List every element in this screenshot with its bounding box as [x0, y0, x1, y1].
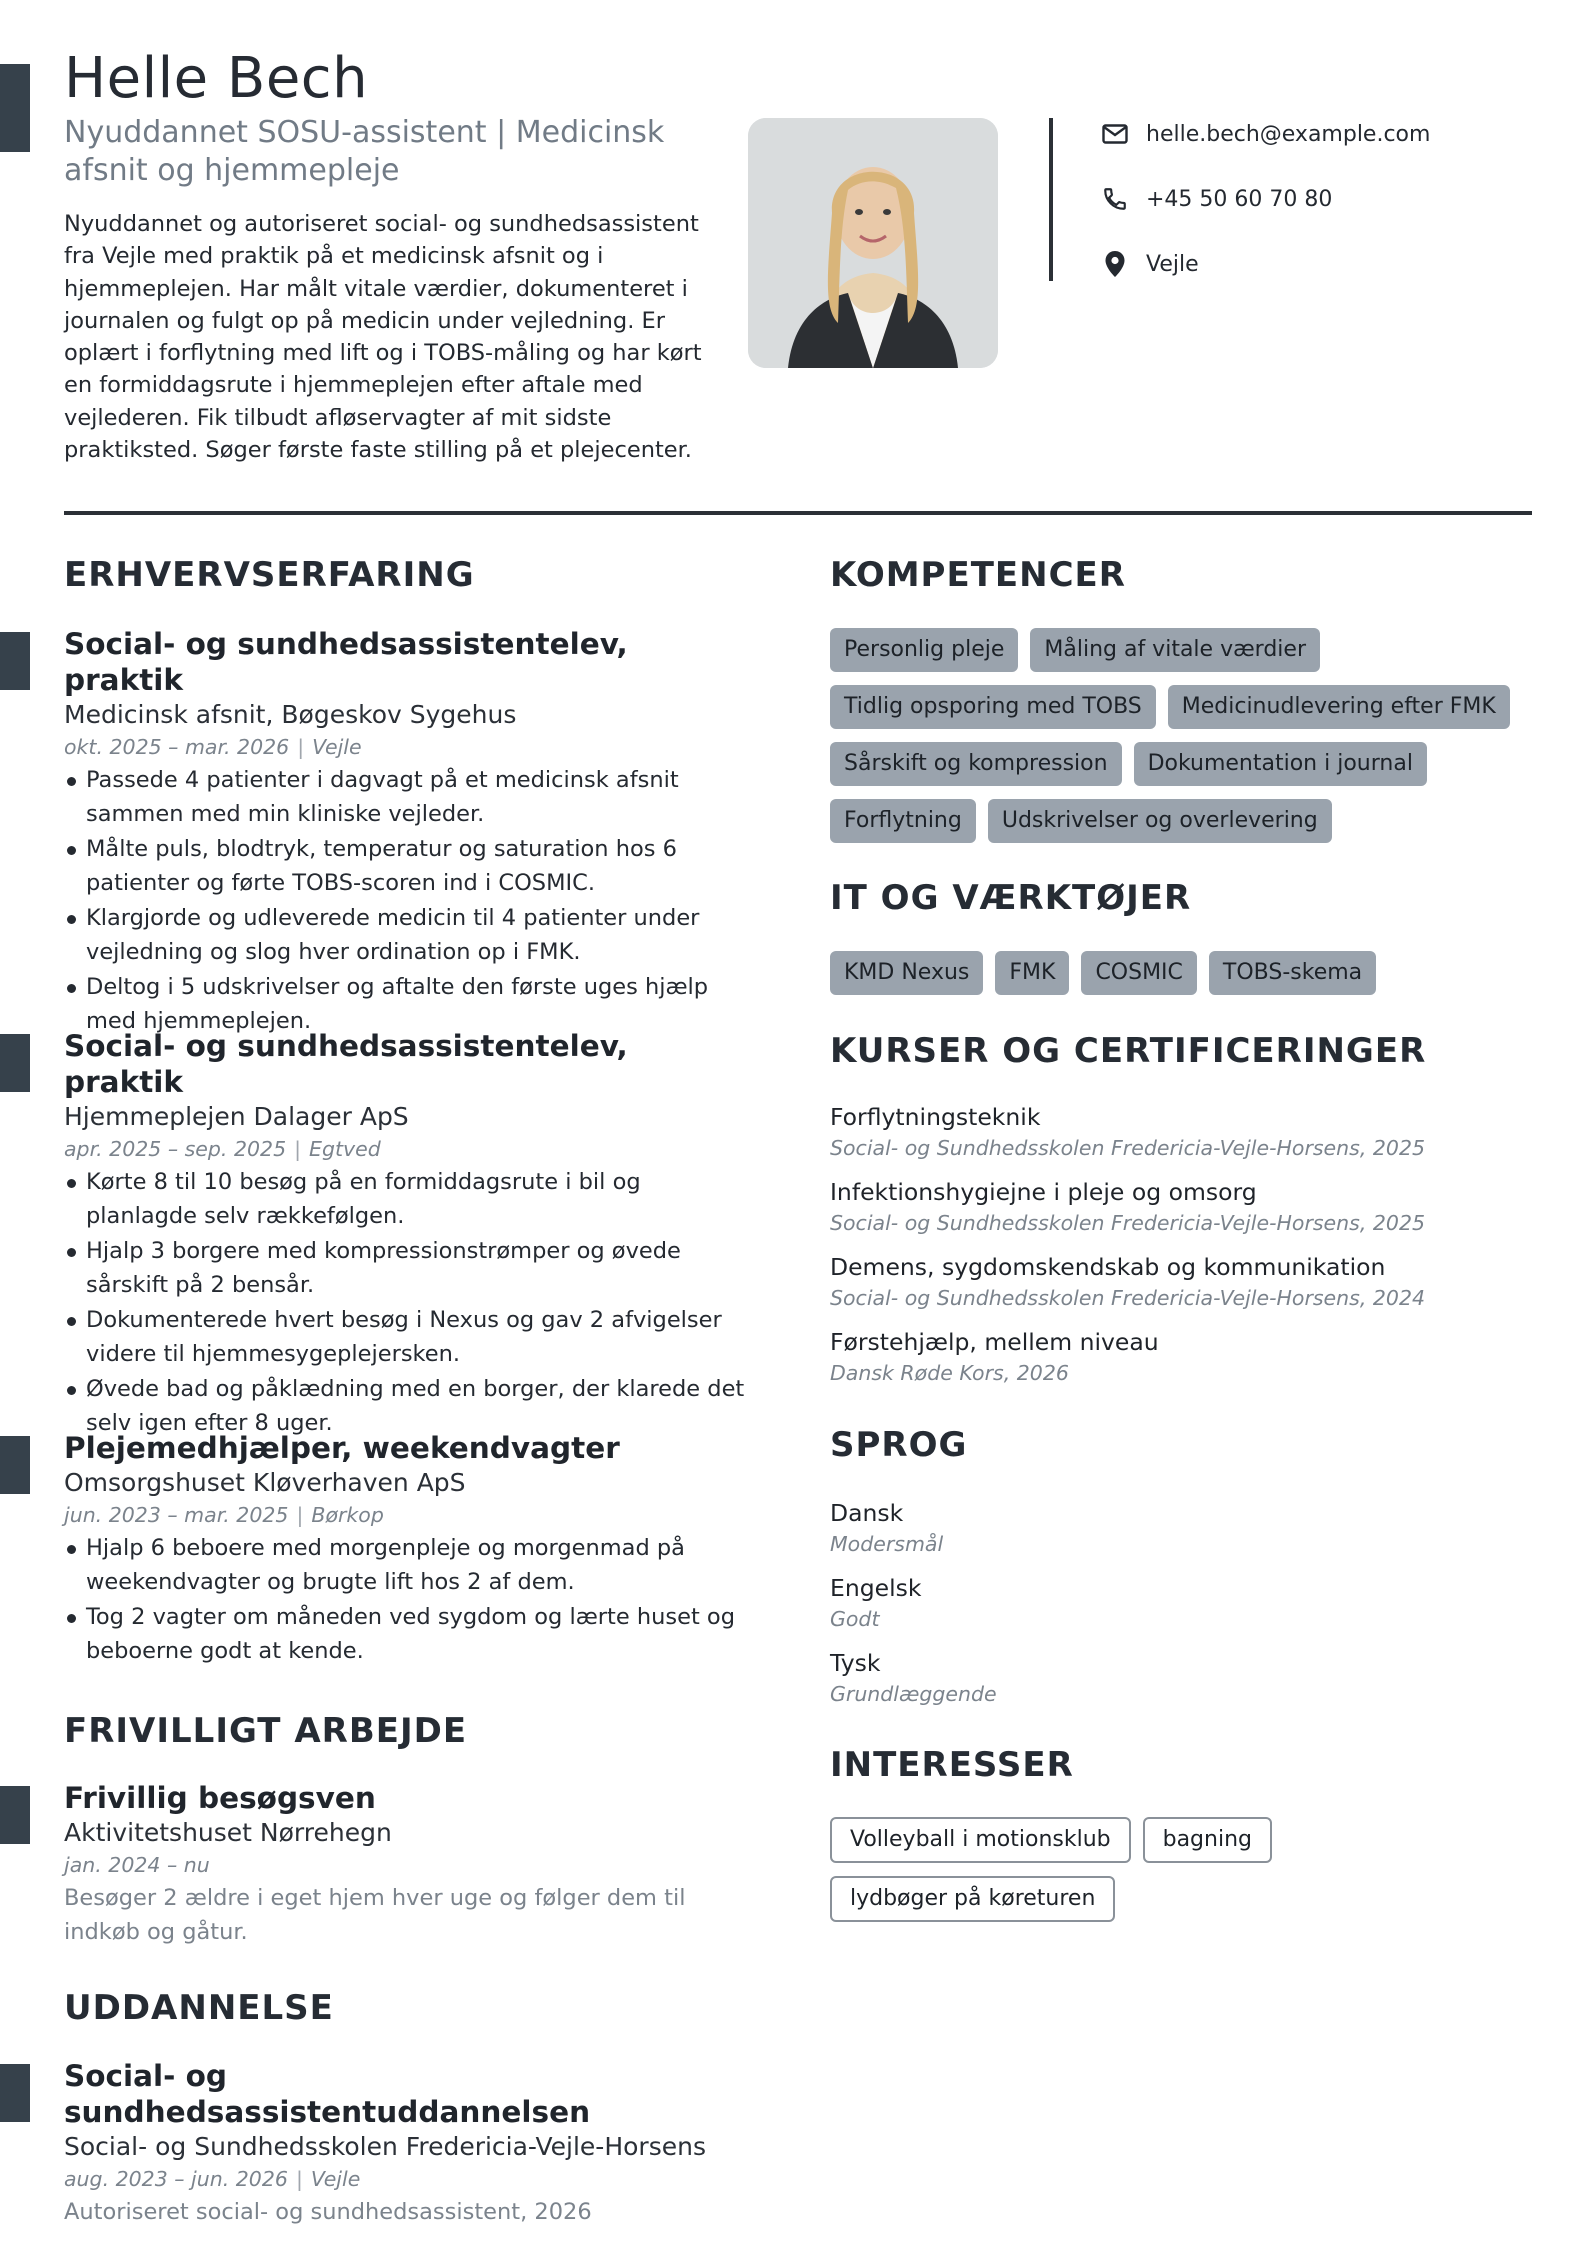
course-provider: Social- og Sundhedsskolen Fredericia-Vejle-Horsens, 2024 — [830, 1286, 1426, 1310]
contact-email[interactable] — [1100, 114, 1430, 154]
bullet-item: Hjalp 6 beboere med morgenpleje og morgenmad på weekendvagter og brugte lift hos 2 af dem. — [64, 1532, 754, 1599]
bullet-item: Passede 4 patienter i dagvagt på et medicinsk afsnit sammen med min kliniske vejleder. — [64, 764, 754, 831]
interest-tag: bagning — [1143, 1817, 1272, 1863]
job-title: Plejemedhjælper, weekendvagter — [64, 1431, 620, 1465]
phone-icon — [1100, 184, 1130, 214]
contact-divider — [1049, 118, 1053, 281]
job-bullets — [64, 764, 754, 1038]
school: Social- og Sundhedsskolen Fredericia-Vejle-Horsens — [64, 2132, 706, 2161]
employer: Hjemmeplejen Dalager ApS — [64, 1102, 409, 1131]
course-provider: Social- og Sundhedsskolen Fredericia-Vejle-Horsens, 2025 — [830, 1136, 1426, 1160]
interest-tag-row — [830, 1876, 1115, 1922]
phone-text: +45 50 60 70 80 — [1146, 186, 1333, 212]
skill-tag: Tidlig opsporing med TOBS — [830, 685, 1156, 729]
language-item — [830, 1572, 1530, 1634]
entry-marker — [0, 1436, 30, 1494]
location-text: Vejle — [1146, 251, 1199, 277]
language-item — [830, 1647, 1530, 1709]
job-place: Egtved — [309, 1137, 381, 1161]
bullet-item: Målte puls, blodtryk, temperatur og saturation hos 6 patienter og førte TOBS-scoren ind i COSMIC. — [64, 833, 754, 900]
job-dates: okt. 2025 – mar. 2026 — [64, 735, 290, 759]
education-description: Autoriseret social- og sundhedsassistent, 2026 — [64, 2199, 592, 2225]
skill-tag: Personlig pleje — [830, 628, 1018, 672]
job-place: Vejle — [312, 735, 362, 759]
section-heading-interests: INTERESSER — [830, 1745, 1074, 1785]
volunteer-title: Frivillig besøgsven — [64, 1781, 376, 1815]
language-item — [830, 1497, 1530, 1559]
language-name: Tysk — [830, 1649, 881, 1677]
experience-entry — [64, 1028, 754, 1442]
candidate-name: Helle Bech — [64, 46, 369, 111]
skill-tag: Måling af vitale værdier — [1030, 628, 1320, 672]
course-item — [830, 1101, 1530, 1163]
interest-tag: lydbøger på køreturen — [830, 1876, 1115, 1922]
section-heading-education: UDDANNELSE — [64, 1988, 334, 2028]
section-heading-languages: SPROG — [830, 1425, 968, 1465]
language-name: Engelsk — [830, 1574, 922, 1602]
section-heading-skills: KOMPETENCER — [830, 555, 1126, 595]
interest-tag: Volleyball i motionsklub — [830, 1817, 1131, 1863]
job-title: Social- og sundhedsassistentelev, praktik — [64, 1029, 628, 1099]
course-item — [830, 1326, 1530, 1388]
it-tag: COSMIC — [1081, 951, 1196, 995]
job-dates: apr. 2025 – sep. 2025 — [64, 1137, 287, 1161]
entry-marker — [0, 1034, 30, 1092]
job-bullets — [64, 1532, 754, 1668]
candidate-headline: Nyuddannet SOSU-assistent | Medicinsk afsnit og hjemmepleje — [64, 115, 665, 188]
volunteer-description: Besøger 2 ældre i eget hjem hver uge og følger dem til indkøb og gåtur. — [64, 1885, 686, 1945]
section-heading-courses: KURSER OG CERTIFICERINGER — [830, 1031, 1427, 1071]
job-meta — [64, 1134, 754, 1164]
experience-entry — [64, 626, 754, 1040]
skill-tag-row — [830, 685, 1510, 729]
education-dates: aug. 2023 – jun. 2026 — [64, 2167, 288, 2191]
employer: Omsorgshuset Kløverhaven ApS — [64, 1468, 466, 1497]
skill-tag: Dokumentation i journal — [1134, 742, 1427, 786]
course-title: Forflytningsteknik — [830, 1103, 1041, 1131]
job-meta — [64, 732, 754, 762]
bullet-item: Dokumenterede hvert besøg i Nexus og gav 2 afvigelser videre til hjemmesygeplejersken. — [64, 1304, 754, 1371]
education-meta — [64, 2164, 754, 2194]
interest-tag-row — [830, 1817, 1272, 1863]
location-pin-icon — [1100, 249, 1130, 279]
it-tag: FMK — [995, 951, 1069, 995]
job-place: Børkop — [311, 1503, 384, 1527]
education-title: Social- og sundhedsassistentuddannelsen — [64, 2059, 591, 2129]
it-tag: KMD Nexus — [830, 951, 983, 995]
contact-location — [1100, 244, 1199, 284]
it-tag: TOBS-skema — [1209, 951, 1376, 995]
language-level: Modersmål — [830, 1532, 944, 1556]
bullet-item: Deltog i 5 udskrivelser og aftalte den første uges hjælp med hjemmeplejen. — [64, 971, 754, 1038]
skill-tag-row — [830, 742, 1427, 786]
header-divider — [64, 511, 1532, 515]
course-item — [830, 1176, 1530, 1238]
entry-marker — [0, 2064, 30, 2122]
experience-entry — [64, 1430, 754, 1670]
language-level: Godt — [830, 1607, 880, 1631]
education-entry — [64, 2058, 754, 2230]
section-heading-it-tools: IT OG VÆRKTØJER — [830, 878, 1192, 918]
course-provider: Dansk Røde Kors, 2026 — [830, 1361, 1069, 1385]
meta-separator: | — [297, 735, 305, 759]
bullet-item: Kørte 8 til 10 besøg på en formiddagsrute i bil og planlagde selv rækkefølgen. — [64, 1166, 754, 1233]
language-level: Grundlæggende — [830, 1682, 997, 1706]
volunteer-org: Aktivitetshuset Nørrehegn — [64, 1818, 392, 1847]
skill-tag: Udskrivelser og overlevering — [988, 799, 1332, 843]
header-marker — [0, 64, 30, 152]
bullet-item: Øvede bad og påklædning med en borger, der klarede det selv igen efter 8 uger. — [64, 1373, 754, 1440]
job-title: Social- og sundhedsassistentelev, praktik — [64, 627, 628, 697]
language-name: Dansk — [830, 1499, 904, 1527]
skill-tag-row — [830, 628, 1320, 672]
bullet-item: Tog 2 vagter om måneden ved sygdom og lærte huset og beboerne godt at kende. — [64, 1601, 754, 1668]
course-title: Demens, sygdomskendskab og kommunikation — [830, 1253, 1386, 1281]
course-provider: Social- og Sundhedsskolen Fredericia-Vejle-Horsens, 2025 — [830, 1211, 1426, 1235]
section-heading-experience: ERHVERVSERFARING — [64, 555, 475, 595]
bullet-item: Klargjorde og udleverede medicin til 4 patienter under vejledning og slog hver ordination op i FMK. — [64, 902, 754, 969]
volunteer-dates: jan. 2024 – nu — [64, 1853, 210, 1877]
education-place: Vejle — [310, 2167, 361, 2191]
it-tag-row — [830, 951, 1376, 995]
email-text: helle.bech@example.com — [1146, 121, 1431, 147]
profile-photo — [748, 118, 998, 368]
skill-tag: Forflytning — [830, 799, 976, 843]
meta-separator: | — [294, 1137, 302, 1161]
course-item — [830, 1251, 1530, 1313]
employer: Medicinsk afsnit, Bøgeskov Sygehus — [64, 700, 517, 729]
section-heading-volunteer: FRIVILLIGT ARBEJDE — [64, 1711, 468, 1751]
meta-separator: | — [295, 2167, 303, 2191]
course-title: Førstehjælp, mellem niveau — [830, 1328, 1159, 1356]
course-title: Infektionshygiejne i pleje og omsorg — [830, 1178, 1257, 1206]
bullet-item: Hjalp 3 borgere med kompressionstrømper og øvede sårskift på 2 bensår. — [64, 1235, 754, 1302]
skill-tag: Medicinudlevering efter FMK — [1168, 685, 1510, 729]
mail-icon — [1100, 119, 1130, 149]
volunteer-entry — [64, 1780, 754, 1949]
skill-tag: Sårskift og kompression — [830, 742, 1122, 786]
meta-separator: | — [296, 1503, 304, 1527]
entry-marker — [0, 1786, 30, 1844]
skill-tag-row — [830, 799, 1332, 843]
job-meta — [64, 1500, 754, 1530]
job-bullets — [64, 1166, 754, 1440]
contact-phone[interactable] — [1100, 179, 1332, 219]
profile-summary: Nyuddannet og autoriseret social- og sundhedsassistent fra Vejle med praktik på et medicinsk afsnit og i hjemmeplejen. Har målt vitale værdier, dokumenteret i journalen og fulgt op på medicin under vejledning. Er oplært i forflytning med lift og i TOBS-måling og har kørt en formiddagsrute i hjemmeplejen efter aftale med vejlederen. Fik tilbudt afløservagter af mit sidste praktiksted. Søger første faste stilling på et plejecenter. — [64, 211, 702, 464]
job-dates: jun. 2023 – mar. 2025 — [64, 1503, 289, 1527]
entry-marker — [0, 632, 30, 690]
